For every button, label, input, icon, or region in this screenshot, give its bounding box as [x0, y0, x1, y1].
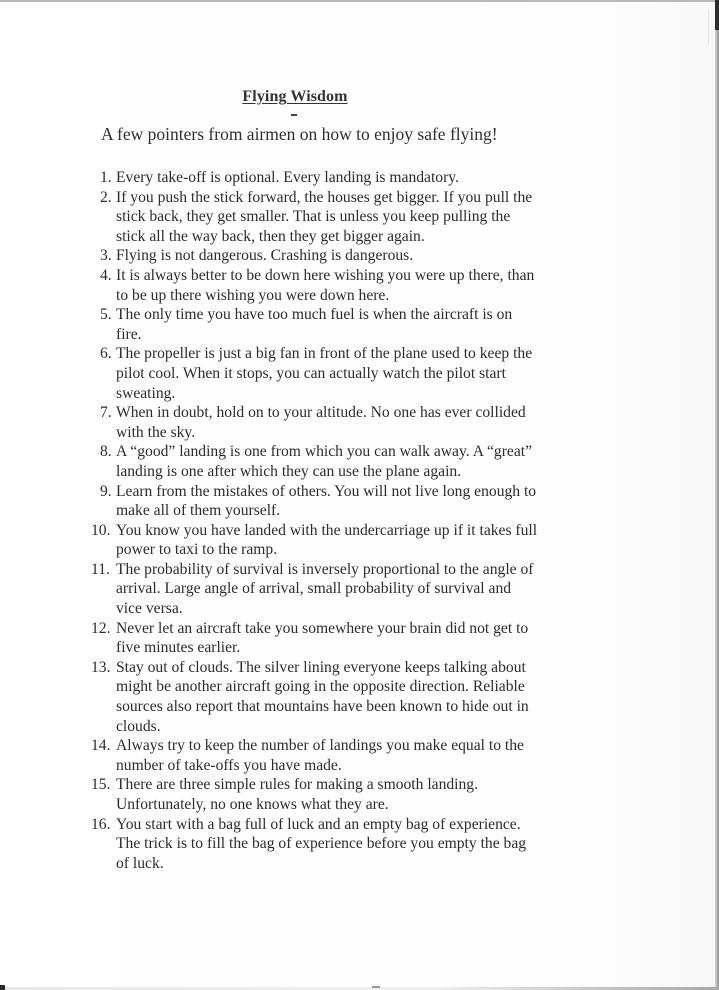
list-item: [100, 482, 540, 521]
item-number: 6.: [100, 345, 112, 363]
item-number: 10.: [91, 521, 111, 539]
item-text: Flying is not dangerous. Crashing is dangerous.: [116, 247, 414, 265]
scan-right-edge: [715, 0, 719, 990]
list-item: [91, 658, 540, 736]
list-item: [91, 775, 540, 814]
list-item: [100, 246, 540, 266]
list-item: [91, 560, 540, 619]
item-text: Stay out of clouds. The silver lining everyone keeps talking about might be another aircraft going in the opposite direction. Reliable sources also report that mountains have been known to hide out in clouds.: [116, 658, 529, 735]
item-text: There are three simple rules for making a smooth landing. Unfortunately, no one knows what they are.: [116, 776, 479, 813]
scan-corner-mark: [0, 985, 5, 990]
list-item: [91, 815, 540, 874]
item-number: 15.: [91, 776, 111, 794]
item-text: Always try to keep the number of landings you make equal to the number of take-offs you have made.: [116, 737, 524, 774]
item-text: The only time you have too much fuel is when the aircraft is on fire.: [116, 306, 513, 343]
item-text: The propeller is just a big fan in front of the plane used to keep the pilot cool. When it stops, you can actually watch the pilot start sweating.: [116, 345, 533, 402]
item-number: 2.: [100, 188, 112, 206]
item-number: 1.: [100, 169, 112, 186]
item-text: If you push the stick forward, the houses get bigger. If you pull the stick back, they get smaller. That is unless you keep pulling the stick all the way back, then they get bigger again.: [116, 188, 533, 245]
list-item: [100, 344, 540, 403]
item-text: You start with a bag full of luck and an empty bag of experience. The trick is to fill the bag of experience before you empty the bag of luck.: [116, 815, 527, 872]
title-stray-mark: [291, 114, 297, 116]
list-item: [100, 188, 540, 247]
item-number: 8.: [100, 443, 112, 461]
item-number: 9.: [100, 482, 112, 500]
list-item: [100, 168, 540, 188]
scan-artifact-mark: [372, 986, 380, 988]
item-text: Never let an aircraft take you somewhere your brain did not get to five minutes earlier.: [116, 619, 529, 657]
document-subtitle: A few pointers from airmen on how to enjoy safe flying!: [101, 124, 498, 144]
scan-artifact-line: [708, 10, 709, 45]
item-number: 16.: [91, 815, 111, 833]
item-text: You know you have landed with the undercarriage up if it takes full power to taxi to the ramp.: [116, 521, 538, 559]
item-text: Every take-off is optional. Every landing is mandatory.: [116, 169, 459, 186]
list-item: [91, 619, 540, 658]
item-number: 3.: [100, 247, 112, 265]
item-number: 12.: [91, 619, 111, 637]
item-number: 11.: [91, 560, 110, 578]
item-number: 5.: [100, 306, 112, 324]
scan-top-edge: [0, 0, 719, 2]
item-text: The probability of survival is inversely proportional to the angle of arrival. Large angle of arrival, small probability of survival and vice versa.: [116, 560, 534, 618]
item-text: A “good” landing is one from which you can walk away. A “great” landing is one after which they can use the plane again.: [116, 443, 532, 480]
list-item: [100, 403, 540, 442]
item-number: 13.: [91, 658, 111, 676]
item-number: 7.: [100, 404, 112, 422]
item-text: Learn from the mistakes of others. You will not live long enough to make all of them yourself.: [116, 482, 537, 520]
item-number: 4.: [100, 266, 112, 284]
list-item: [91, 521, 540, 560]
document-title: Flying Wisdom: [242, 88, 348, 105]
list-item: [100, 266, 540, 305]
list-item: [91, 736, 540, 775]
list-item: [100, 442, 540, 481]
item-number: 14.: [91, 737, 111, 755]
item-text: It is always better to be down here wishing you were up there, than to be up there wishing you were down here.: [116, 266, 535, 304]
item-text: When in doubt, hold on to your altitude. No one has ever collided with the sky.: [116, 404, 526, 441]
scan-corner-shadow: [715, 0, 719, 30]
pointers-list: [91, 168, 540, 873]
list-item: [100, 305, 540, 344]
